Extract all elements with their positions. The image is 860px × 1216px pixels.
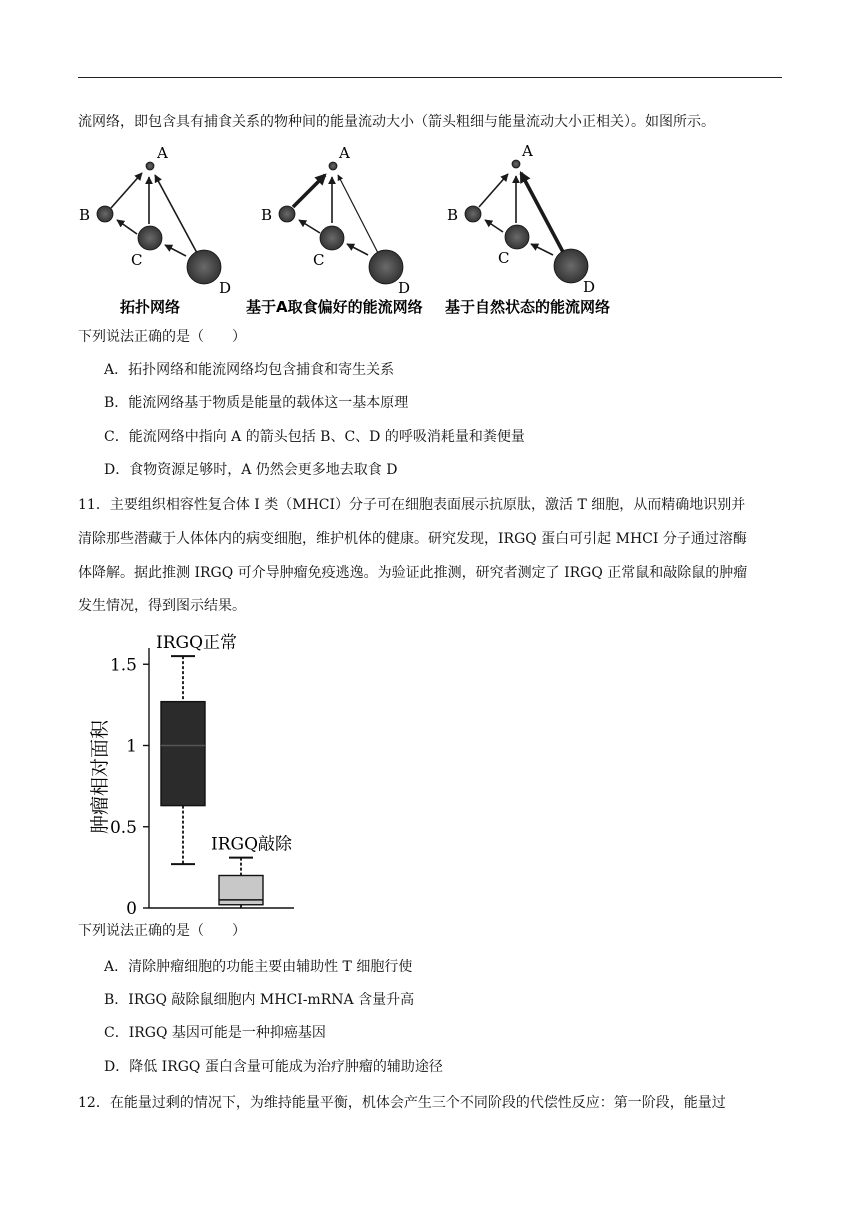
- q10-option-a: A．拓扑网络和能流网络均包含捕食和寄生关系: [104, 362, 395, 378]
- q10-option-d: D．食物资源足够时，A 仍然会更多地去取食 D: [104, 462, 398, 478]
- y-axis-label: 肿瘤相对面积: [89, 719, 111, 835]
- network-diagrams: [0, 135, 860, 325]
- node-a: [512, 160, 520, 168]
- iqr-box: [161, 702, 205, 806]
- arrow-d-to-c: [347, 244, 368, 255]
- node-d: [187, 250, 221, 284]
- series-label: IRGQ正常: [156, 633, 238, 654]
- y-tick-label: 0.5: [109, 817, 137, 838]
- label-b: B: [447, 206, 459, 224]
- caption-topology: 拓扑网络: [120, 298, 181, 316]
- q12-line-1: 12．在能量过剩的情况下，为维持能量平衡，机体会产生三个不同阶段的代偿性反应：第一阶段，能量过: [78, 1095, 726, 1111]
- arrow-d-to-c: [165, 245, 186, 256]
- arrow-b-to-a: [111, 173, 142, 208]
- q11-line-2: 清除那些潜藏于人体体内的病变细胞，维护机体的健康。研究发现，IRGQ 蛋白可引起 MHCI 分子通过溶酶: [78, 531, 747, 547]
- q11-stem: 下列说法正确的是（ ）: [78, 923, 246, 939]
- label-a: A: [339, 144, 350, 162]
- box-series: [211, 835, 293, 908]
- q11-line-4: 发生情况，得到图示结果。: [78, 598, 246, 614]
- arrow-c-to-b: [485, 220, 503, 232]
- preference-network: [246, 144, 423, 316]
- label-c: C: [313, 251, 325, 269]
- y-tick-label: 0: [126, 899, 137, 919]
- q10-option-c: C．能流网络中指向 A 的箭头包括 B、C、D 的呼吸消耗量和粪便量: [104, 429, 525, 445]
- q10-stem: 下列说法正确的是（ ）: [78, 329, 246, 345]
- box-series: [156, 633, 237, 864]
- arrow-b-to-a: [293, 175, 325, 207]
- q11-option-d: D．降低 IRGQ 蛋白含量可能成为治疗肿瘤的辅助途径: [104, 1059, 443, 1075]
- label-b: B: [79, 206, 91, 224]
- q11-line-3: 体降解。据此推测 IRGQ 可介导肿瘤免疫逃逸。为验证此推测，研究者测定了 IRGQ 正常鼠和敲除鼠的肿瘤: [78, 565, 748, 581]
- arrow-c-to-b: [299, 220, 320, 233]
- node-b: [465, 206, 481, 222]
- q11-option-b: B．IRGQ 敲除鼠细胞内 MHCI-mRNA 含量升高: [104, 992, 415, 1008]
- label-a: A: [522, 142, 533, 160]
- caption-preference: 基于A取食偏好的能流网络: [246, 298, 423, 316]
- label-d: D: [398, 279, 411, 297]
- node-a: [146, 162, 154, 170]
- node-a: [329, 162, 337, 170]
- label-b: B: [261, 206, 273, 224]
- y-tick-label: 1: [126, 736, 137, 757]
- caption-natural: 基于自然状态的能流网络: [445, 298, 611, 316]
- q11-option-a: A．清除肿瘤细胞的功能主要由辅助性 T 细胞行使: [104, 959, 413, 975]
- q11-option-c: C．IRGQ 基因可能是一种抑癌基因: [104, 1025, 326, 1041]
- label-d: D: [219, 279, 232, 297]
- q11-line-1: 11．主要组织相容性复合体 I 类（MHCI）分子可在细胞表面展示抗原肽，激活 T 细胞，从而精确地识别并: [78, 497, 746, 513]
- arrow-d-to-a: [338, 175, 378, 253]
- node-b: [279, 206, 295, 222]
- y-tick-label: 1.5: [109, 655, 137, 676]
- series-label: IRGQ敲除: [211, 834, 293, 855]
- header-rule: [78, 77, 782, 78]
- arrow-b-to-a: [479, 174, 508, 207]
- natural-network: [445, 142, 610, 316]
- label-c: C: [498, 249, 510, 267]
- tumor-area-boxplot: [0, 620, 860, 920]
- q10-option-b: B．能流网络基于物质是能量的载体这一基本原理: [104, 395, 409, 411]
- label-a: A: [157, 144, 168, 162]
- node-b: [97, 206, 113, 222]
- node-c: [505, 225, 529, 249]
- arrow-d-to-c: [531, 244, 553, 255]
- label-d: D: [583, 278, 596, 296]
- arrow-c-to-b: [117, 220, 137, 234]
- q10-intro: 流网络，即包含具有捕食关系的物种间的能量流动大小（箭头粗细与能量流动大小正相关）。如图所示。: [78, 114, 715, 130]
- node-c: [320, 226, 344, 250]
- topology-network: [79, 144, 231, 316]
- node-c: [138, 226, 162, 250]
- label-c: C: [131, 251, 143, 269]
